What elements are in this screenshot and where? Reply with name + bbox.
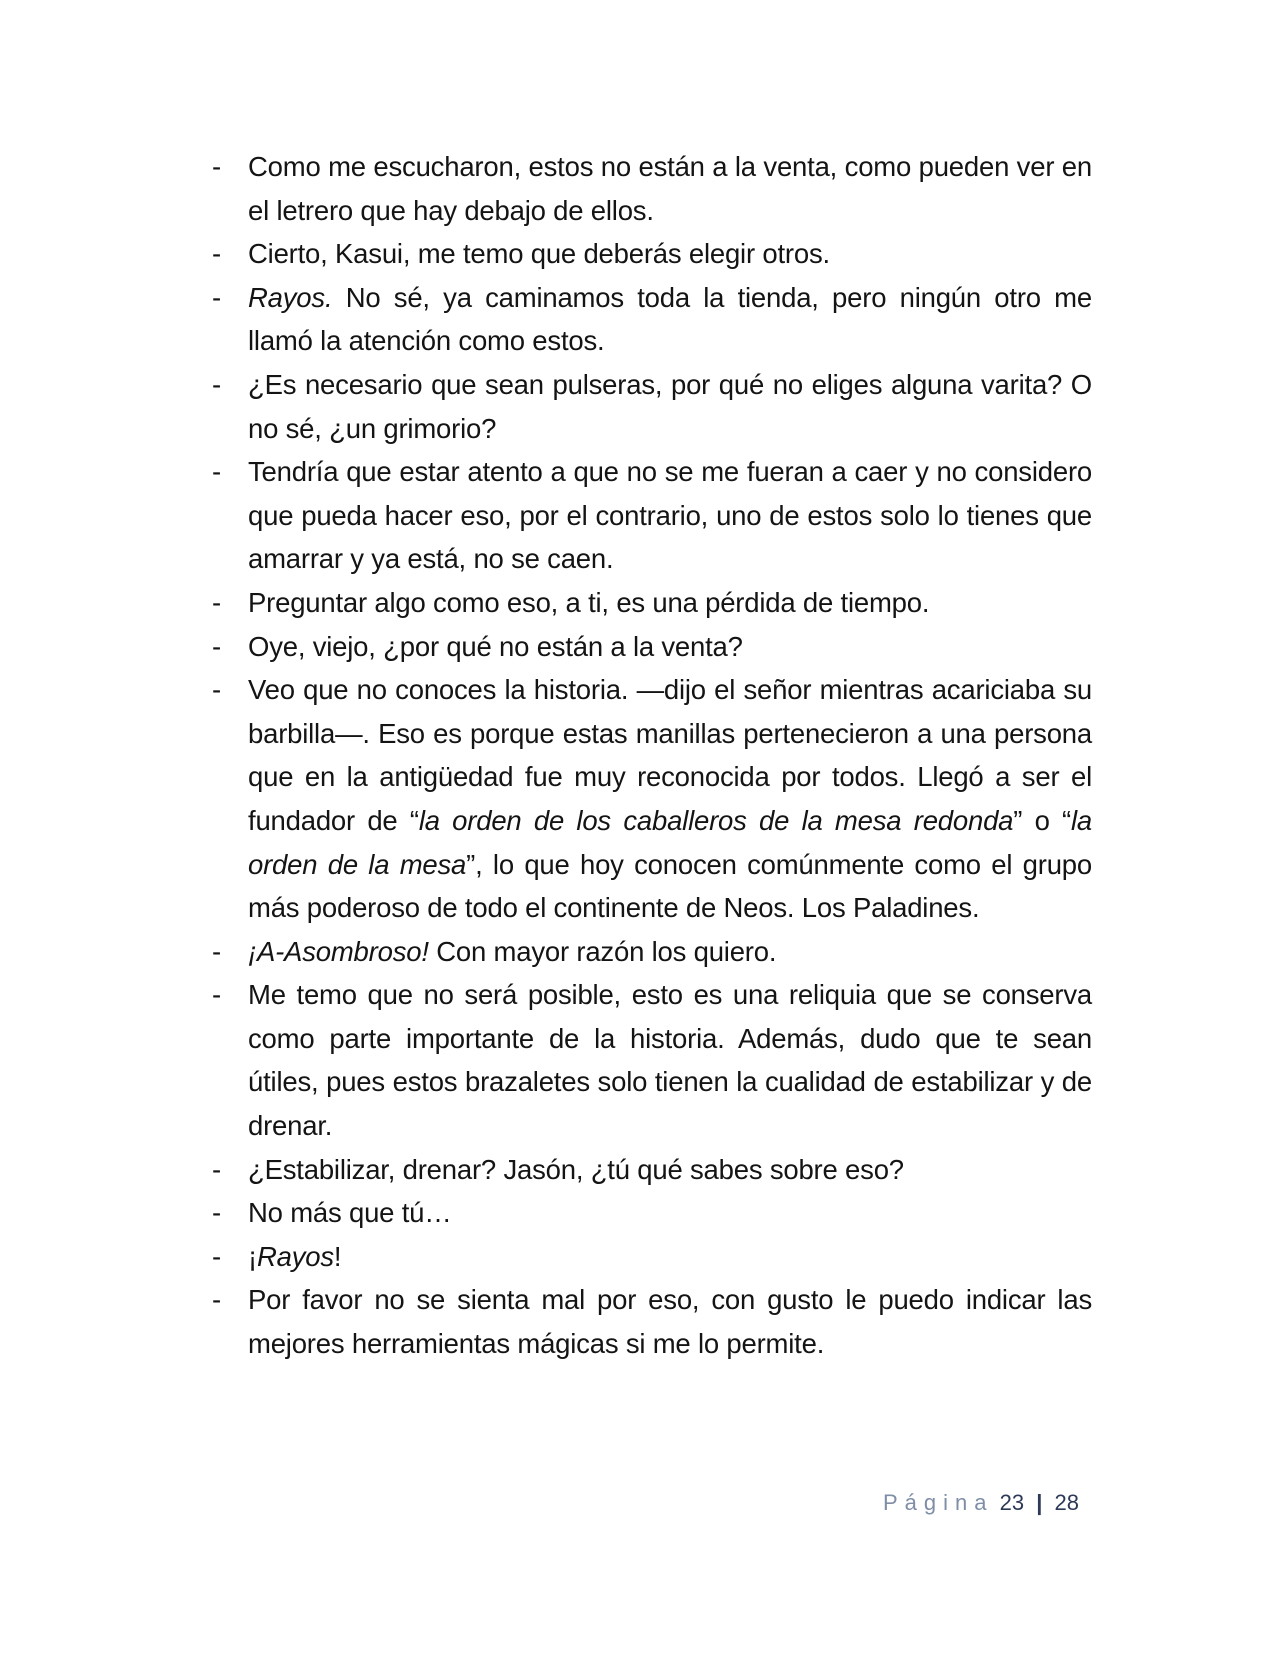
dialogue-text [248, 450, 1092, 581]
text-run: ” o “ [1013, 804, 1071, 836]
dialogue-dash: - [212, 281, 222, 313]
text-run: Preguntar algo como eso, a ti, es una pérdida de tiempo. [248, 586, 930, 618]
dialogue-line [212, 232, 1092, 276]
dialogue-text [248, 1148, 1092, 1192]
text-run: ¿Estabilizar, drenar? Jasón, ¿tú qué sabes sobre eso? [248, 1153, 904, 1185]
dialogue-dash: - [212, 586, 222, 618]
text-run: Por favor no se sienta mal por eso, con gusto le puedo indicar las mejores herramientas mágicas si me lo permite. [248, 1284, 1092, 1360]
dialogue-dash: - [212, 1284, 222, 1316]
dialogue-line [212, 625, 1092, 669]
italic-text-run: Rayos. [248, 281, 333, 313]
text-run: No sé, ya caminamos toda la tienda, pero ningún otro me llamó la atención como estos. [248, 281, 1092, 357]
text-run: ¿Es necesario que sean pulseras, por qué no eliges alguna varita? O no sé, ¿un grimorio? [248, 368, 1092, 444]
italic-text-run: ¡A-Asombroso! [248, 935, 429, 967]
text-run: ”, lo que hoy conocen comúnmente como el grupo más poderoso de todo el continente de Neos. Los Paladines. [248, 848, 1092, 924]
text-run: ¡ [248, 1240, 257, 1272]
dialogue-dash: - [212, 630, 222, 662]
text-run: Tendría que estar atento a que no se me fueran a caer y no considero que pueda hacer eso, por el contrario, uno de estos solo lo tienes que amarrar y ya está, no se caen. [248, 456, 1092, 575]
page-separator: | [1036, 1490, 1043, 1515]
text-run: Con mayor razón los quiero. [428, 935, 777, 967]
dialogue-line [212, 668, 1092, 930]
dialogue-line [212, 145, 1092, 232]
text-run: Veo que no conoces la historia. —dijo el señor mientras acariciaba su barbilla—. Eso es porque estas manillas pertenecieron a una persona que en la antigüedad fue muy reconocida por todos. Llegó a ser el fundador de “ [248, 674, 1092, 836]
text-run: Como me escucharon, estos no están a la venta, como pueden ver en el letrero que hay debajo de ellos. [248, 151, 1092, 226]
italic-text-run: la orden de los caballeros de la mesa redonda [418, 804, 1014, 836]
dialogue-dash: - [212, 1153, 222, 1185]
dialogue-text [248, 625, 1092, 669]
dialogue-line [212, 1235, 1092, 1279]
dialogue-text [248, 1191, 1092, 1235]
dialogue-dash: - [212, 674, 222, 706]
dialogue-line [212, 1278, 1092, 1365]
dialogue-line [212, 930, 1092, 974]
dialogue-dash: - [212, 979, 222, 1011]
dialogue-text [248, 1278, 1092, 1365]
text-run: Me temo que no será posible, esto es una reliquia que se conserva como parte importante de la historia. Además, dudo que te sean útiles, pues estos brazaletes solo tienen la cualidad de estabilizar y de drenar. [248, 979, 1092, 1142]
dialogue-line [212, 581, 1092, 625]
dialogue-line [212, 1191, 1092, 1235]
dialogue-line [212, 363, 1092, 450]
dialogue-dash: - [212, 368, 222, 400]
dialogue-line [212, 450, 1092, 581]
italic-text-run: la orden de la mesa [248, 804, 1092, 880]
dialogue-line [212, 276, 1092, 363]
text-run: Cierto, Kasui, me temo que deberás elegir otros. [248, 238, 830, 270]
dialogue-text [248, 276, 1092, 363]
text-run: No más que tú… [248, 1197, 452, 1229]
total-pages: 28 [1054, 1490, 1080, 1515]
dialogue-list [212, 145, 1092, 1366]
dialogue-dash: - [212, 1197, 222, 1229]
page-word: Página [883, 1490, 994, 1515]
dialogue-dash: - [212, 456, 222, 488]
dialogue-dash: - [212, 1240, 222, 1272]
page-number: 23 [999, 1490, 1025, 1515]
dialogue-line [212, 1148, 1092, 1192]
page-footer [883, 1490, 1079, 1516]
dialogue-text [248, 973, 1092, 1147]
dialogue-dash: - [212, 238, 222, 270]
dialogue-text [248, 145, 1092, 232]
dialogue-dash: - [212, 151, 222, 182]
dialogue-text [248, 930, 1092, 974]
text-run: Oye, viejo, ¿por qué no están a la venta? [248, 630, 743, 662]
dialogue-text [248, 581, 1092, 625]
dialogue-text [248, 232, 1092, 276]
dialogue-text [248, 363, 1092, 450]
dialogue-text [248, 668, 1092, 930]
italic-text-run: Rayos [256, 1240, 334, 1272]
dialogue-dash: - [212, 935, 222, 967]
text-run: ! [333, 1240, 342, 1272]
dialogue-line [212, 973, 1092, 1147]
dialogue-text [248, 1235, 1092, 1279]
